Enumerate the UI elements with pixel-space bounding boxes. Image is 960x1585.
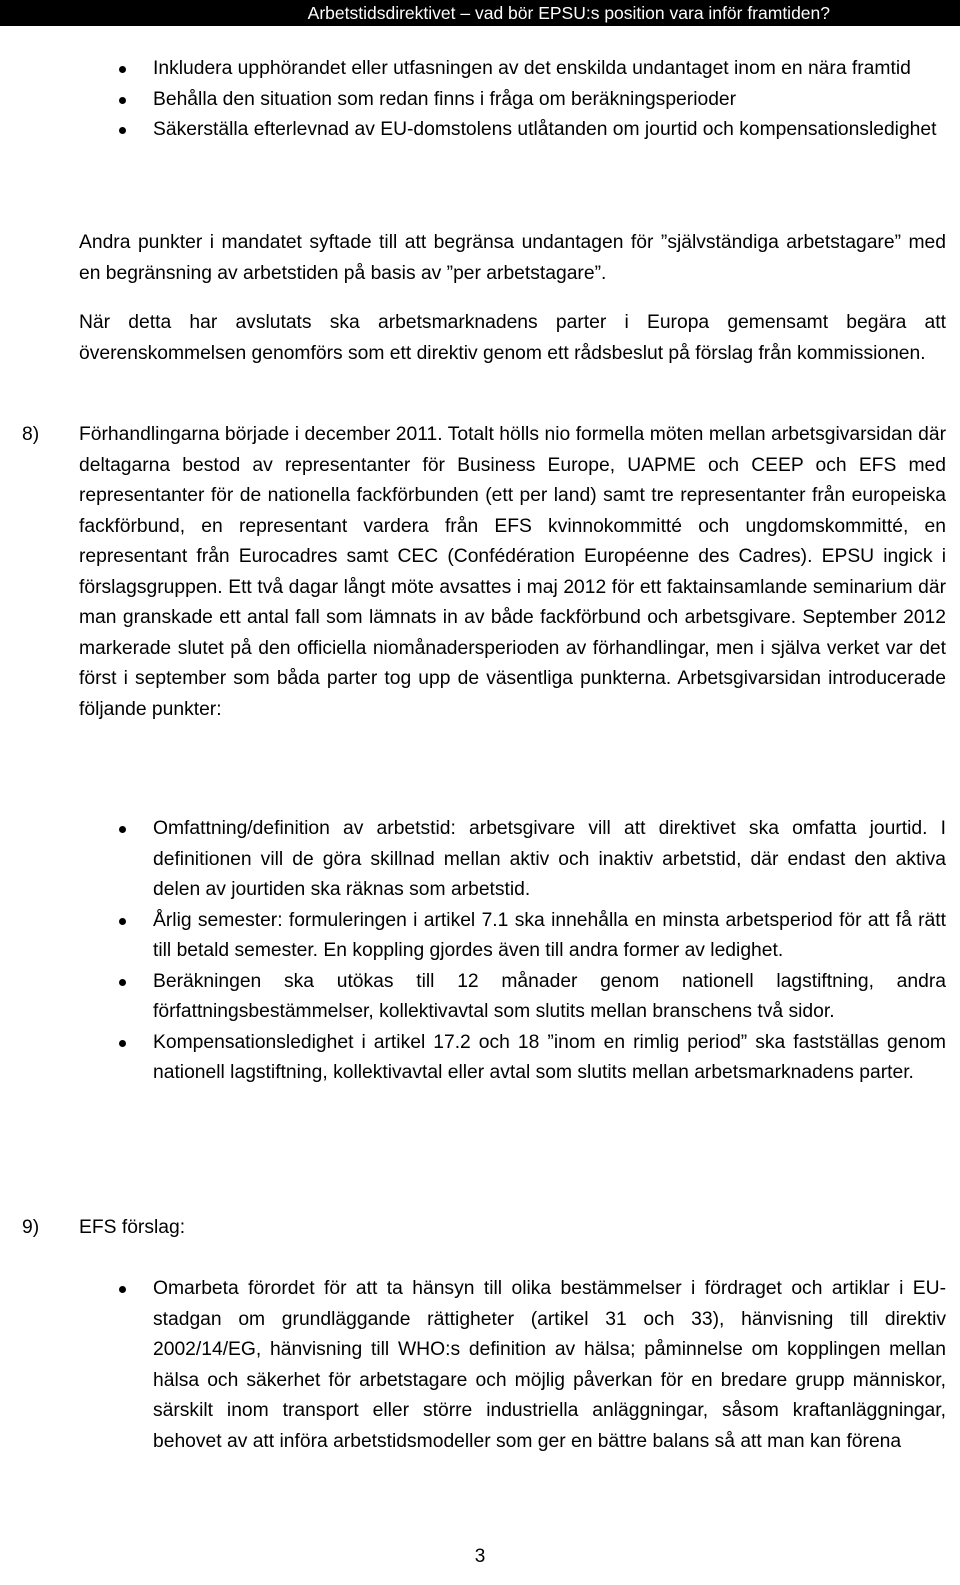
running-header-title: Arbetstidsdirektivet – vad bör EPSU:s position vara inför framtiden? <box>307 3 830 23</box>
list-item: Inkludera upphörandet eller utfasningen av det enskilda undantaget inom en nära framtid <box>0 54 946 85</box>
bullet-icon <box>119 826 126 833</box>
list-item: Beräkningen ska utökas till 12 månader genom nationell lagstiftning, andra författningsbestämmelser, kollektivavtal som slutits mellan branschens två sidor. <box>0 967 946 1028</box>
item-number: 8) <box>22 424 40 445</box>
list-item: Säkerställa efterlevnad av EU-domstolens utlåtanden om jourtid och kompensationsledighet <box>0 115 946 146</box>
paragraph-when-done: När detta har avslutats ska arbetsmarknadens parter i Europa gemensamt begära att överenskommelsen genomförs som ett direktiv genom ett rådsbeslut på förslag från kommissionen. <box>79 312 946 364</box>
efs-bullet-list <box>0 1274 960 1457</box>
list-item: Årlig semester: formuleringen i artikel 7.1 ska innehålla en minsta arbetsperiod för att få rätt till betald semester. En koppling gjordes även till andra former av ledighet. <box>0 906 946 967</box>
item-number: 9) <box>22 1217 40 1238</box>
numbered-item-9 <box>22 1213 946 1244</box>
page-number: 3 <box>474 1546 486 1567</box>
paragraph-other-points: Andra punkter i mandatet syftade till att begränsa undantagen för ”självständiga arbetstagare” med en begränsning av arbetstiden på basis av ”per arbetstagare”. <box>79 232 946 284</box>
bullet-icon <box>119 1040 126 1047</box>
list-item: Omarbeta förordet för att ta hänsyn till olika bestämmelser i fördraget och artiklar i EU-stadgan om grundläggande rättigheter (artikel 31 och 33), hänvisning till direktiv 2002/14/EG, hänvisning till WHO:s definition av hälsa; påminnelse om kopplingen mellan hälsa och säkerhet för arbetstagare och möjlig påverkan för en bredare grupp människor, särskilt inom transport eller större industriella anläggningar, såsom kraftanläggningar, behovet av att införa arbetstidsmodeller som ger en bättre balans så att man kan förena <box>0 1274 946 1457</box>
bullet-icon <box>119 97 126 104</box>
item-body: Förhandlingarna började i december 2011. Totalt hölls nio formella möten mellan arbetsgivarsidan där deltagarna bestod av representanter för Business Europe, UAPME och CEEP och EFS med representanter för de nationella fackförbunden (ett per land) samt tre representanter från europeiska fackförbund, en representant vardera från EFS kvinnokommitté och ungdomskommitté, en representant från Eurocadres samt CEC (Confédération Européenne des Cadres). EPSU ingick i förslagsgruppen. Ett två dagar långt möte avsattes i maj 2012 för ett faktainsamlande seminarium där man granskade ett antal fall som lämnats in av både fackförbund och arbetsgivare. September 2012 markerade slutet på den officiella niomånadersperioden av förhandlingar, men i själva verket var det först i september som båda parter tog upp de väsentliga punkterna. Arbetsgivarsidan introducerade följande punkter: <box>79 424 946 720</box>
numbered-item-8 <box>22 420 946 725</box>
bullet-icon <box>119 1286 126 1293</box>
list-item: Omfattning/definition av arbetstid: arbetsgivare vill att direktivet ska omfatta jourtid. I definitionen vill de göra skillnad mellan aktiv och inaktiv arbetstid, där endast den aktiva delen av jourtiden ska räknas som arbetstid. <box>0 814 946 906</box>
bullet-icon <box>119 979 126 986</box>
list-item: Behålla den situation som redan finns i fråga om beräkningsperioder <box>0 85 946 116</box>
bullet-icon <box>119 918 126 925</box>
item-body: EFS förslag: <box>79 1217 186 1238</box>
bullet-icon <box>119 66 126 73</box>
list-item: Kompensationsledighet i artikel 17.2 och 18 ”inom en rimlig period” ska fastställas genom nationell lagstiftning, kollektivavtal eller avtal som slutits mellan arbetsmarknadens parter. <box>0 1028 946 1089</box>
running-header <box>0 0 960 26</box>
bullet-icon <box>119 127 126 134</box>
top-bullet-list <box>0 54 960 146</box>
employer-points-list <box>0 814 960 1089</box>
